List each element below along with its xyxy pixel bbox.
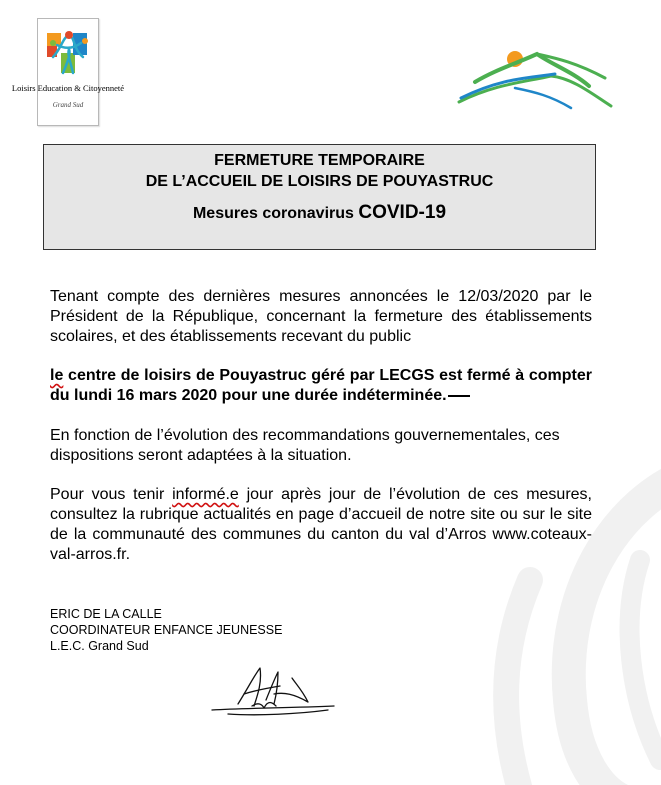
logo-sub-text: Grand Sud: [52, 101, 84, 109]
subtitle-prefix: Mesures coronavirus: [192, 205, 354, 222]
signatory-role: COORDINATEUR ENFANCE JEUNESSE: [50, 623, 283, 637]
info-text-end: jour après jour de l’évolution de ces mesures, consultez la rubrique actualités en page d’accueil de notre site ou sur le site de la communauté des communes du canton du val d’Arros www.coteaux-val-arros.fr.: [50, 486, 592, 563]
paragraph-closure-notice: [50, 366, 592, 406]
spellcheck-word: informé.e: [172, 486, 239, 503]
signatory-name: ERIC DE LA CALLE: [50, 607, 162, 621]
closure-notice-text: centre de loisirs de Pouyastruc géré par LECGS est fermé à compter du lundi 16 mars 2020 pour une durée indéterminée.: [50, 367, 592, 404]
info-text-start: Pour vous tenir: [50, 486, 173, 503]
signature-block: [50, 606, 282, 654]
signatory-organization: L.E.C. Grand Sud: [50, 639, 149, 653]
paragraph-context: Tenant compte des dernières mesures annoncées le 12/03/2020 par le Président de la République, concernant la fermeture des établissements scolaires, et des établissements recevant du public: [50, 288, 592, 345]
em-dash-mark: [448, 395, 470, 397]
title-box: [43, 144, 596, 250]
title-line-1: FERMETURE TEMPORAIRE: [214, 152, 425, 169]
handwritten-signature: [208, 664, 338, 720]
lec-grand-sud-logo: [11, 18, 125, 126]
title-subtitle: [44, 202, 595, 224]
spellcheck-word: le: [50, 367, 64, 384]
logo-name-text: Loisirs Education & Citoyenneté: [11, 83, 125, 93]
paragraph-information: [50, 485, 592, 565]
mountain-sun-landscape-icon: [455, 48, 615, 110]
subtitle-covid: COVID-19: [358, 202, 447, 223]
title-line-2: DE L’ACCUEIL DE LOISIRS DE POUYASTRUC: [145, 173, 494, 190]
figures-emblem-icon: [43, 27, 93, 79]
paragraph-adaptation: En fonction de l’évolution des recommandations gouvernementales, ces dispositions seront adaptées à la situation.: [50, 427, 560, 464]
